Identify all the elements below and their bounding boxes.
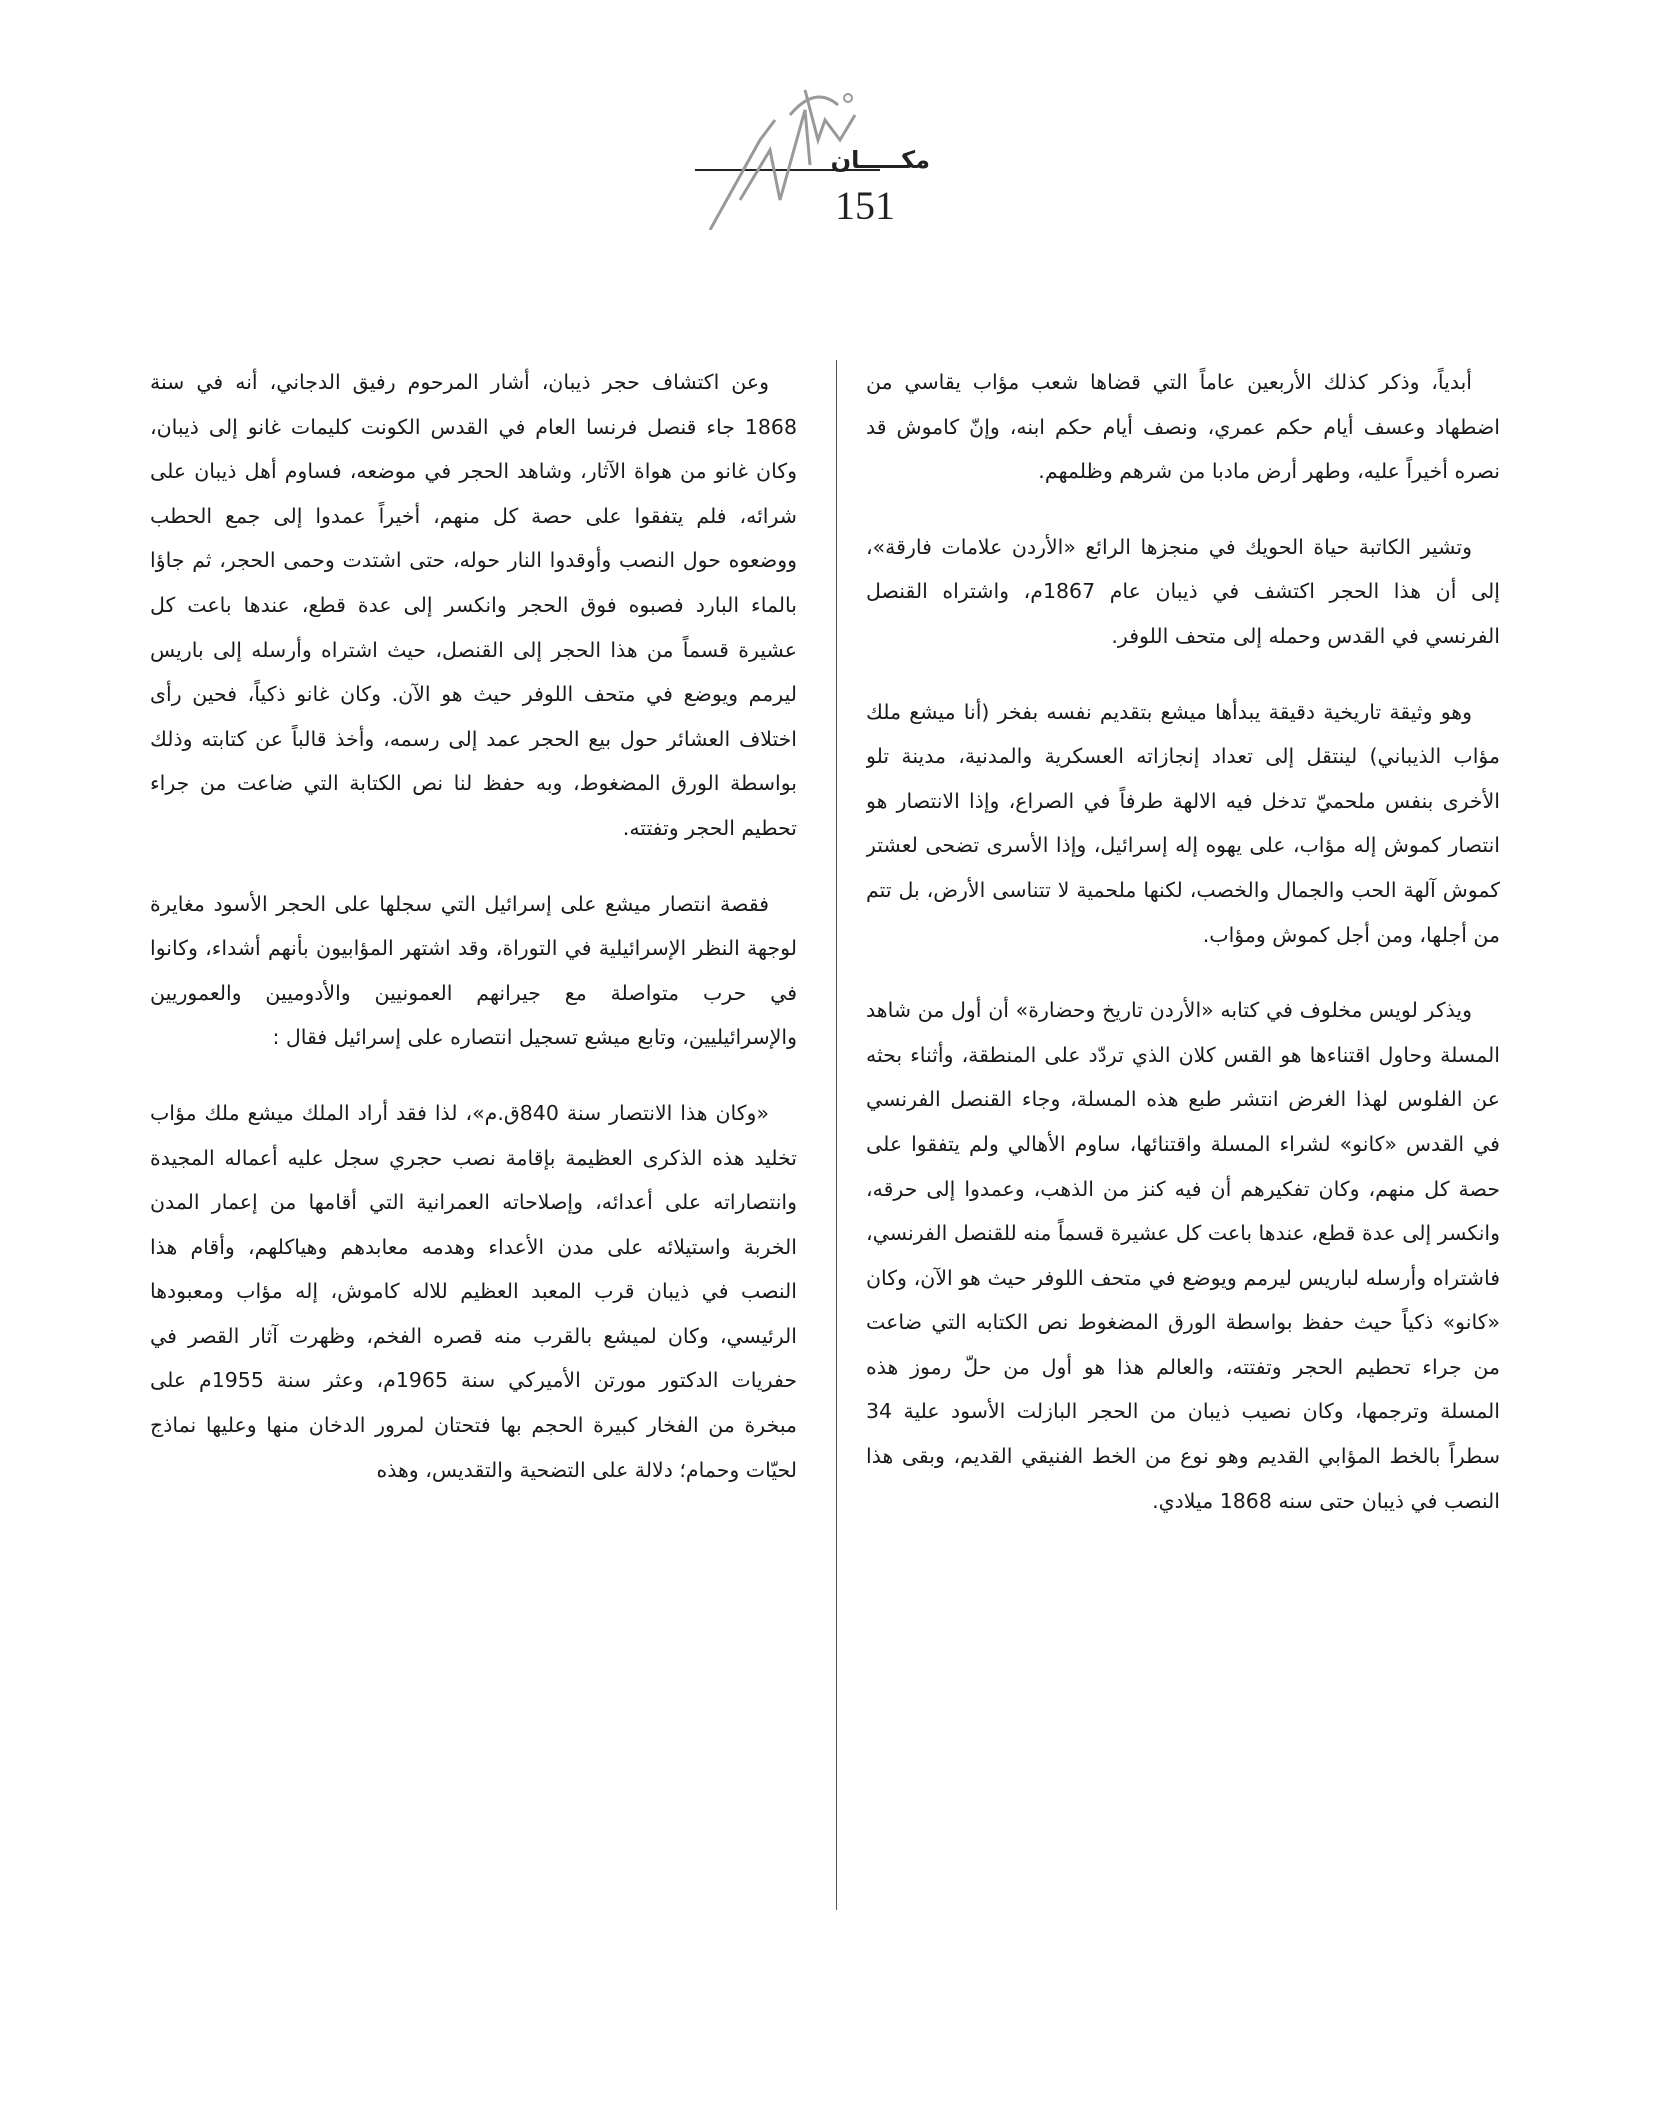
paragraph: «وكان هذا الانتصار سنة 840ق.م»، لذا فقد أراد الملك ميشع ملك مؤاب تخليد هذه الذكرى العظيمة بإقامة نصب حجري سجل عليه أعماله المجيدة وانتصاراته على أعدائه، وإصلاحاته العمرانية التي أقامها من إعمار المدن الخربة واستيلائه على مدن الأعداء وهدمه معابدهم وهياكلهم، وأقام هذا النصب في ذيبان قرب المعبد العظيم للاله كاموش، إله مؤاب ومعبودها الرئيسي، وكان لميشع بالقرب منه قصره الفخم، وظهرت آثار القصر في حفريات الدكتور مورتن الأميركي سنة 1965م، وعثر سنة 1955م على مبخرة من الفخار كبيرة الحجم بها فتحتان لمرور الدخان منها وعليها نماذج لحيّات وحمام؛ دلالة على التضحية والتقديس، وهذه	[150, 1100, 797, 1482]
page-number: 151	[835, 183, 895, 228]
paragraph: وهو وثيقة تاريخية دقيقة يبدأها ميشع بتقديم نفسه بفخر (أنا ميشع ملك مؤاب الذيباني) لينتقل إلى تعداد إنجازاته العسكرية والمدنية، مدينة تلو الأخرى بنفس ملحميّ تدخل فيه الالهة طرفاً في الصراع، وإذا الانتصار هو انتصار كموش إله مؤاب، على يهوه إله إسرائيل، وإذا الأسرى تضحى لعشتر كموش آلهة الحب والجمال والخصب، لكنها ملحمية لا تتناسى الأرض، بل تتم من أجلها، ومن أجل كموش ومؤاب.	[866, 699, 1500, 947]
column-divider	[836, 360, 837, 1910]
paragraph: أبدياً، وذكر كذلك الأربعين عاماً التي قضاها شعب مؤاب يقاسي من اضطهاد وعسف أيام حكم عمري، ونصف أيام حكم ابنه، وإنّ كاموش قد نصره أخيراً عليه، وطهر أرض مادبا من شرهم وظلمهم.	[866, 370, 1500, 484]
paragraph: وعن اكتشاف حجر ذيبان، أشار المرحوم رفيق الدجاني، أنه في سنة 1868 جاء قنصل فرنسا العام في القدس الكونت كليمات غانو إلى ذيبان، وكان غانو من هواة الآثار، وشاهد الحجر في موضعه، فساوم أهل ذيبان على شرائه، فلم يتفقوا على حصة كل منهم، أخيراً عمدوا إلى جمع الحطب ووضعوه حول النصب وأوقدوا النار حوله، حتى اشتدت وحمى الحجر، ثم جاؤا بالماء البارد فصبوه فوق الحجر وانكسر إلى عدة قطع، عندها باعت كل عشيرة قسماً من هذا الحجر إلى القنصل، حيث اشتراه وأرسله إلى باريس ليرمم ويوضع في متحف اللوفر حيث هو الآن. وكان غانو ذكياً، فحين رأى اختلاف العشائر حول بيع الحجر عمد إلى رسمه، وأخذ قالباً عن كتابته وذلك بواسطة الورق المضغوط، وبه حفظ لنا نص الكتابة التي ضاعت من جراء تحطيم الحجر وتفتته.	[150, 370, 797, 840]
right-text-column	[866, 360, 1500, 1940]
magazine-name: مكـــــان	[830, 146, 930, 174]
paragraph: فقصة انتصار ميشع على إسرائيل التي سجلها على الحجر الأسود مغايرة لوجهة النظر الإسرائيلية في التوراة، وقد اشتهر المؤابيون بأنهم أشداء، وكانوا في حرب متواصلة مع جيرانهم العمونيين والأدوميين والعموريين والإسرائيليين، وتابع ميشع تسجيل انتصاره على إسرائيل فقال :	[150, 891, 797, 1050]
left-text-column	[150, 360, 797, 1940]
paragraph: ويذكر لويس مخلوف في كتابه «الأردن تاريخ وحضارة» أن أول من شاهد المسلة وحاول اقتناءها هو القس كلان الذي تردّد على المنطقة، وأثناء بحثه عن الفلوس لهذا الغرض انتشر طبع هذه المسلة، وجاء القنصل الفرنسي في القدس «كانو» لشراء المسلة واقتنائها، ساوم الأهالي ولم يتفقوا على حصة كل منهم، وكان تفكيرهم أن فيه كنز من الذهب، وعمدوا إلى حرقه، وانكسر إلى عدة قطع، عندها باعت كل عشيرة قسماً منه للقنصل الفرنسي، فاشتراه وأرسله لباريس ليرمم ويوضع في متحف اللوفر حيث هو الآن، وكان «كانو» ذكياً حيث حفظ بواسطة الورق المضغوط نص الكتابه التي ضاعت من جراء تحطيم الحجر وتفتته، والعالم هذا هو أول من حلّ رموز هذه المسلة وترجمها، وكان نصيب ذيبان من الحجر البازلت الأسود علية 34 سطراً بالخط المؤابي القديم وهو نوع من الخط الفنيقي القديم، وبقى هذا النصب في ذيبان حتى سنه 1868 ميلادي.	[866, 998, 1500, 1513]
page-header	[640, 80, 980, 230]
paragraph: وتشير الكاتبة حياة الحويك في منجزها الرائع «الأردن علامات فارقة»، إلى أن هذا الحجر اكتشف في ذيبان عام 1867م، واشتراه القنصل الفرنسي في القدس وحمله إلى متحف اللوفر.	[866, 534, 1500, 648]
